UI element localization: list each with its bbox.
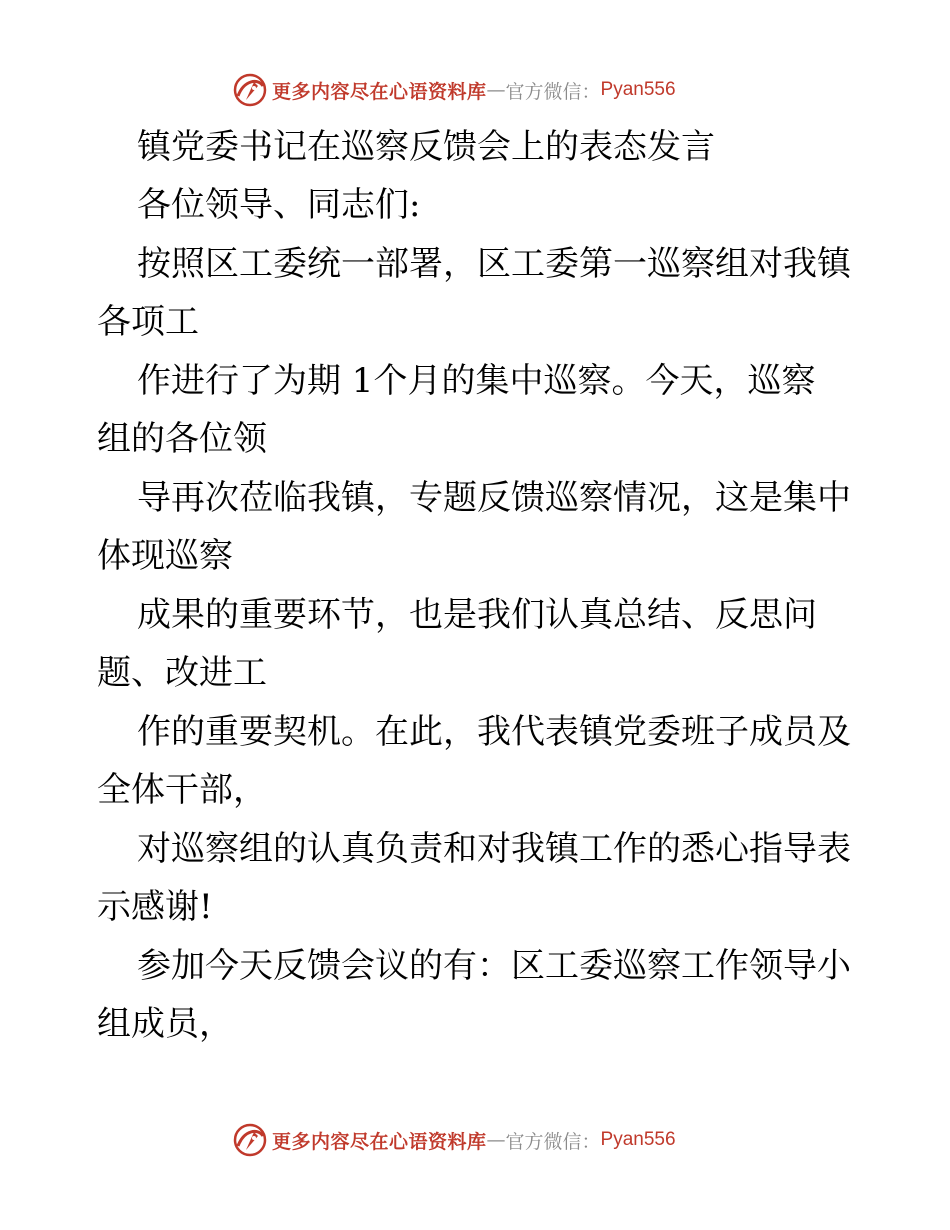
header-banner [232,70,712,110]
text-line: 成果的重要环节，也是我们认真总结、反思问 [137,595,817,635]
text-line: 组的各位领 [97,419,267,459]
wechat-account: Pyan556 [600,1129,676,1150]
text-line: 参加今天反馈会议的有：区工委巡察工作领导小 [137,946,851,986]
wechat-account: Pyan556 [600,79,676,100]
banner-dash: — [486,79,506,101]
text-line: 按照区工委统一部署，区工委第一巡察组对我镇 [137,244,851,284]
banner-dash: — [486,1129,506,1151]
pen-nib-swirl-icon [232,72,268,108]
text-line: 作的重要契机。在此，我代表镇党委班子成员及 [137,712,851,752]
text-line: 作进行了为期 1个月的集中巡察。今天，巡察 [137,361,816,401]
wechat-label: 官方微信： [505,1130,601,1153]
promo-text: 更多内容尽在心语资料库 [272,1130,487,1153]
text-line: 导再次莅临我镇，专题反馈巡察情况，这是集中 [137,478,851,518]
text-line: 组成员， [97,1004,233,1044]
text-line: 各位领导、同志们: [137,185,421,225]
promo-text: 更多内容尽在心语资料库 [272,80,487,103]
document-title: 镇党委书记在巡察反馈会上的表态发言 [137,127,715,167]
footer-banner [232,1120,712,1160]
text-line: 各项工 [97,302,199,342]
text-line: 全体干部， [97,770,267,810]
text-line: 对巡察组的认真负责和对我镇工作的悉心指导表 [137,829,851,869]
text-line: 题、改进工 [97,653,267,693]
text-line: 示感谢! [97,887,213,927]
wechat-label: 官方微信： [505,80,601,103]
pen-nib-swirl-icon [232,1122,268,1158]
text-line: 体现巡察 [97,536,233,576]
